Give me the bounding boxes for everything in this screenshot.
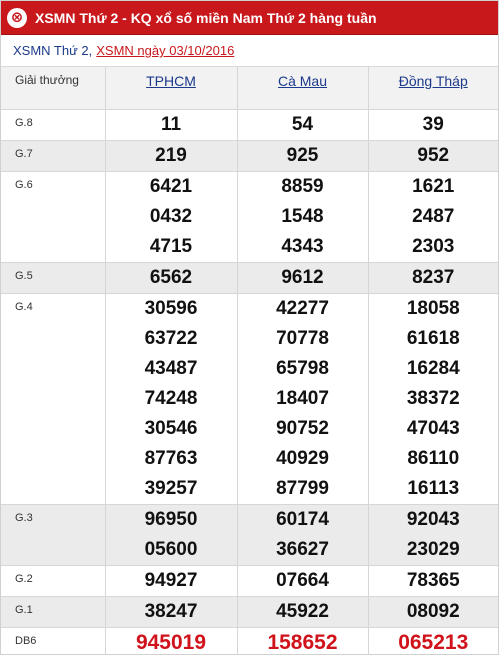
province-link-ca-mau[interactable]: Cà Mau <box>277 73 328 89</box>
result-number: 952 <box>417 144 450 166</box>
result-number: 63722 <box>144 327 198 349</box>
result-cell <box>368 565 498 596</box>
province-header <box>105 67 237 109</box>
result-number: 2303 <box>412 235 455 257</box>
prize-row <box>1 140 498 171</box>
breadcrumb-weekday: XSMN Thứ 2, <box>13 43 93 58</box>
result-number: 158652 <box>267 630 338 654</box>
result-cell <box>237 596 368 627</box>
result-number: 8237 <box>412 266 455 288</box>
result-number: 05600 <box>144 538 198 560</box>
result-cell <box>368 109 498 140</box>
result-number: 40929 <box>276 447 329 469</box>
result-cell <box>105 262 237 293</box>
result-cell <box>105 140 237 171</box>
prize-label: G.3 <box>1 504 105 565</box>
result-cell <box>105 293 237 504</box>
result-cell <box>237 627 368 655</box>
prize-row <box>1 109 498 140</box>
result-number: 87799 <box>276 477 329 499</box>
province-link-dong-thap[interactable]: Đồng Tháp <box>398 73 468 89</box>
prize-label: G.4 <box>1 293 105 504</box>
result-number: 65798 <box>276 357 329 379</box>
result-cell <box>237 565 368 596</box>
result-number: 925 <box>286 144 319 166</box>
province-link-tphcm[interactable]: TPHCM <box>146 73 196 89</box>
result-number: 30546 <box>144 417 198 439</box>
result-cell <box>368 171 498 262</box>
result-number: 60174 <box>276 508 329 530</box>
result-number: 08092 <box>406 600 460 622</box>
result-number: 2487 <box>412 205 455 227</box>
prize-row <box>1 504 498 565</box>
breadcrumb <box>1 35 498 67</box>
result-number: 39 <box>422 113 444 135</box>
result-cell <box>105 565 237 596</box>
result-number: 86110 <box>407 447 460 469</box>
result-cell <box>368 262 498 293</box>
result-number: 4715 <box>149 235 193 257</box>
result-number: 90752 <box>276 417 329 439</box>
breadcrumb-date-link[interactable]: XSMN ngày 03/10/2016 <box>96 43 235 58</box>
prize-label: G.6 <box>1 171 105 262</box>
prize-label: G.2 <box>1 565 105 596</box>
prize-label: DB6 <box>1 627 105 655</box>
prize-row <box>1 627 498 655</box>
result-number: 8859 <box>281 175 324 197</box>
prize-label: G.1 <box>1 596 105 627</box>
result-number: 16113 <box>407 477 460 499</box>
result-number: 38372 <box>406 387 460 409</box>
result-cell <box>237 171 368 262</box>
result-number: 07664 <box>276 569 329 591</box>
result-number: 945019 <box>135 630 207 654</box>
result-number: 36627 <box>276 538 329 560</box>
result-number: 45922 <box>276 600 329 622</box>
lottery-logo-icon: ⊗ <box>7 8 27 28</box>
province-header <box>237 67 368 109</box>
result-number: 219 <box>155 144 187 166</box>
result-cell <box>237 109 368 140</box>
result-number: 94927 <box>144 569 198 591</box>
result-cell <box>105 109 237 140</box>
result-number: 74248 <box>144 387 198 409</box>
result-number: 30596 <box>144 297 198 319</box>
panel-header <box>1 1 498 35</box>
result-number: 4343 <box>281 235 324 257</box>
table-header-row <box>1 67 498 109</box>
prize-label: G.7 <box>1 140 105 171</box>
result-number: 54 <box>291 113 314 135</box>
results-table <box>1 67 498 655</box>
prize-row <box>1 565 498 596</box>
result-cell <box>368 596 498 627</box>
prize-row <box>1 262 498 293</box>
result-number: 16284 <box>406 357 460 379</box>
result-number: 6562 <box>149 266 193 288</box>
result-number: 1621 <box>412 175 455 197</box>
result-cell <box>237 293 368 504</box>
result-cell <box>368 140 498 171</box>
result-cell <box>237 504 368 565</box>
prize-row <box>1 596 498 627</box>
result-number: 0432 <box>149 205 193 227</box>
result-cell <box>105 171 237 262</box>
result-number: 47043 <box>406 417 460 439</box>
result-cell <box>105 504 237 565</box>
result-number: 70778 <box>276 327 329 349</box>
result-number: 87763 <box>144 447 198 469</box>
result-number: 11 <box>160 113 182 135</box>
result-number: 92043 <box>406 508 460 530</box>
result-number: 065213 <box>398 630 469 654</box>
result-number: 43487 <box>144 357 198 379</box>
result-cell <box>237 140 368 171</box>
result-number: 61618 <box>406 327 460 349</box>
result-cell <box>105 596 237 627</box>
result-number: 9612 <box>281 266 324 288</box>
result-cell <box>368 504 498 565</box>
prize-column-header: Giải thưởng <box>1 67 105 109</box>
result-cell <box>105 627 237 655</box>
result-number: 96950 <box>144 508 198 530</box>
result-cell <box>368 627 498 655</box>
result-number: 1548 <box>281 205 324 227</box>
prize-row <box>1 293 498 504</box>
prize-label: G.8 <box>1 109 105 140</box>
result-number: 6421 <box>149 175 193 197</box>
result-cell <box>237 262 368 293</box>
result-number: 39257 <box>144 477 198 499</box>
result-number: 38247 <box>144 600 198 622</box>
prize-row <box>1 171 498 262</box>
panel-title: XSMN Thứ 2 - KQ xổ số miền Nam Thứ 2 hàng tuần <box>35 9 377 26</box>
result-number: 18058 <box>406 297 460 319</box>
province-header <box>368 67 498 109</box>
result-number: 78365 <box>406 569 460 591</box>
result-number: 18407 <box>276 387 329 409</box>
result-cell <box>368 293 498 504</box>
prize-label: G.5 <box>1 262 105 293</box>
result-number: 23029 <box>406 538 460 560</box>
result-number: 42277 <box>276 297 329 319</box>
